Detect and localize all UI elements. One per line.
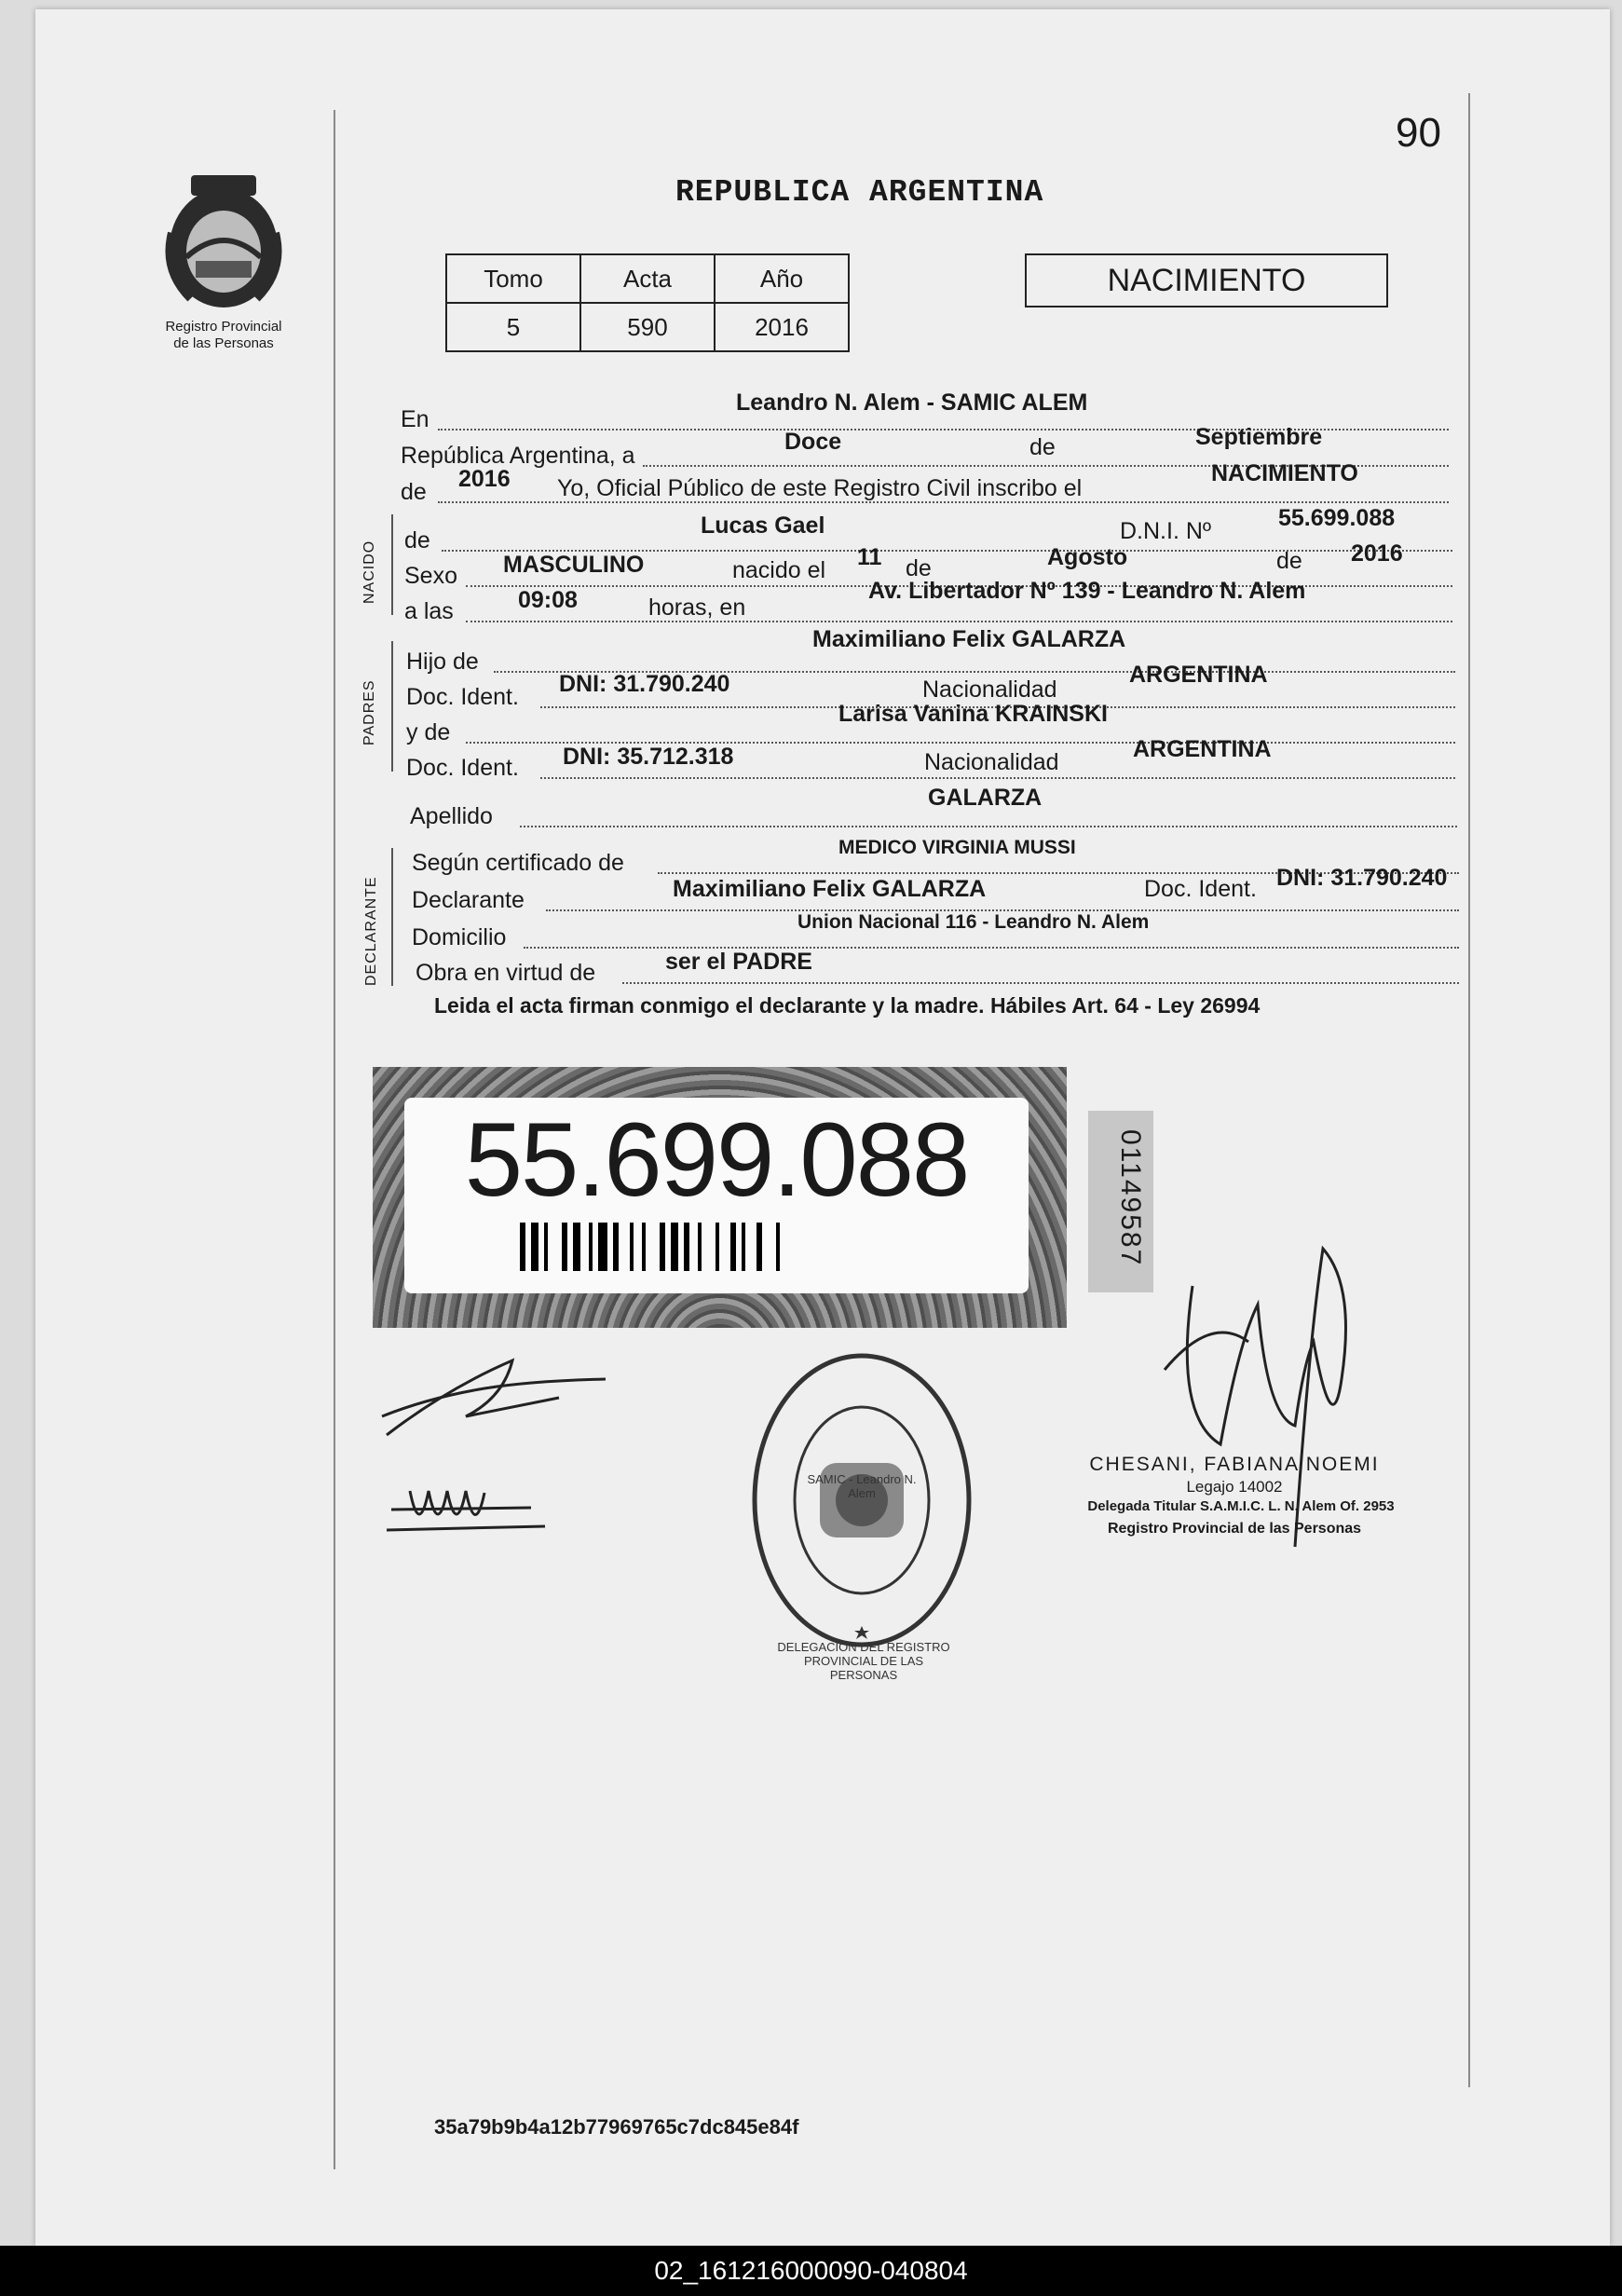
- domicilio-value: Union Nacional 116 - Leandro N. Alem: [797, 911, 1150, 933]
- barcode-bar: [646, 1223, 660, 1271]
- apellido-value: GALARZA: [928, 785, 1043, 811]
- declarante-doc-label: Doc. Ident.: [1144, 876, 1257, 902]
- anio-header: Año: [715, 254, 849, 303]
- anio-value: 2016: [715, 303, 849, 351]
- tomo-value: 5: [446, 303, 580, 351]
- seal-inner-text: SAMIC - Leandro N. Alem: [807, 1472, 917, 1500]
- child-dni: 55.699.088: [1278, 505, 1396, 531]
- dni-label: D.N.I. Nº: [1120, 518, 1212, 544]
- cert-label: Según certificado de: [412, 850, 624, 876]
- issuer-caption: [130, 319, 317, 352]
- sexo-label: Sexo: [404, 563, 457, 589]
- issuer-caption-line1: Registro Provincial: [165, 319, 282, 335]
- acta-header: Acta: [580, 254, 715, 303]
- statement-text: Yo, Oficial Público de este Registro Civil inscribo el: [557, 475, 1083, 501]
- de-label: de: [1029, 434, 1056, 460]
- mother-signature-icon: [382, 1472, 550, 1556]
- nacido-el-label: nacido el: [732, 557, 826, 583]
- year-value: 2016: [458, 466, 511, 492]
- barcode-bar: [745, 1223, 756, 1271]
- obra-value: ser el PADRE: [665, 949, 812, 975]
- doc-label: Doc. Ident.: [406, 684, 519, 710]
- officer-legajo: Legajo 14002: [1186, 1478, 1283, 1496]
- right-margin-rule: [1468, 93, 1470, 2087]
- barcode-number: 55.699.088: [464, 1101, 969, 1218]
- left-margin-rule: [334, 110, 335, 2169]
- de-label: de: [1276, 548, 1302, 574]
- seal-ring-text: DELEGACION DEL REGISTRO PROVINCIAL DE LAS PERSONAS: [777, 1640, 950, 1682]
- barcode-bar: [531, 1223, 538, 1271]
- declarante-name: Maximiliano Felix GALARZA: [673, 876, 987, 902]
- barcode-bar: [689, 1223, 698, 1271]
- officer-org: Registro Provincial de las Personas: [1107, 1521, 1362, 1537]
- sexo-value: MASCULINO: [503, 552, 645, 578]
- doc-label: Doc. Ident.: [406, 755, 519, 781]
- page-number: 90: [1396, 110, 1441, 156]
- acta-value: 590: [580, 303, 715, 351]
- de-label: de: [906, 555, 932, 581]
- padre-nacionalidad: ARGENTINA: [1129, 662, 1268, 688]
- dotted-line: [466, 621, 1452, 622]
- de-label: de: [404, 527, 430, 554]
- barcode-bar: [598, 1223, 607, 1271]
- lugar-value: Av. Libertador Nº 139 - Leandro N. Alem: [868, 578, 1306, 604]
- nacido-bracket: [391, 514, 393, 615]
- a-las-label: a las: [404, 598, 454, 624]
- declarante-label: Declarante: [412, 887, 525, 913]
- obra-label: Obra en virtud de: [416, 960, 596, 986]
- de2-label: de: [401, 479, 427, 505]
- officer-name: CHESANI, FABIANA NOEMI: [1089, 1454, 1380, 1475]
- closing-statement: Leida el acta firman conmigo el declarante y la madre. Hábiles Art. 64 - Ley 26994: [434, 993, 1261, 1018]
- provincia-misiones-crest-icon: [154, 168, 293, 317]
- country-title: REPUBLICA ARGENTINA: [675, 175, 1044, 210]
- en-label: En: [401, 406, 429, 432]
- day-value: Doce: [784, 429, 842, 455]
- padres-bracket: [391, 641, 393, 772]
- barcode-bar: [619, 1223, 630, 1271]
- officer-title: Delegada Titular S.A.M.I.C. L. N. Alem Of. 2953: [1087, 1498, 1395, 1514]
- file-id: 02_161216000090-040804: [654, 2256, 968, 2285]
- y-de-label: y de: [406, 719, 451, 745]
- barcode-bar: [548, 1223, 562, 1271]
- declarante-doc: DNI: 31.790.240: [1276, 865, 1448, 891]
- madre-nacionalidad: ARGENTINA: [1133, 736, 1272, 762]
- barcode-bar: [573, 1223, 580, 1271]
- padre-doc: DNI: 31.790.240: [559, 671, 730, 697]
- serial-number: 01149587: [1115, 1129, 1146, 1267]
- barcode-bar: [780, 1223, 788, 1271]
- official-seal-icon: [745, 1346, 978, 1654]
- barcode-bar: [702, 1223, 716, 1271]
- issuer-caption-line2: de las Personas: [173, 335, 274, 351]
- padres-section-label: PADRES: [361, 679, 377, 745]
- month-value: Septiembre: [1195, 424, 1323, 450]
- register-table: [445, 253, 850, 352]
- barcode-bar: [762, 1223, 776, 1271]
- hora-value: 09:08: [518, 587, 578, 613]
- birth-year-value: 2016: [1351, 540, 1403, 567]
- place-value: Leandro N. Alem - SAMIC ALEM: [736, 390, 1088, 416]
- dotted-line: [540, 777, 1455, 779]
- barcode-bar: [580, 1223, 589, 1271]
- record-type-box: NACIMIENTO: [1025, 253, 1388, 308]
- barcode-bar: [719, 1223, 730, 1271]
- dotted-line: [524, 947, 1459, 949]
- dotted-line: [622, 982, 1459, 984]
- madre-doc: DNI: 35.712.318: [563, 744, 734, 770]
- cert-value: MEDICO VIRGINIA MUSSI: [838, 837, 1076, 858]
- declarant-signature-icon: [373, 1332, 615, 1454]
- tomo-header: Tomo: [446, 254, 580, 303]
- birth-day-value: 11: [857, 544, 882, 570]
- child-name: Lucas Gael: [701, 512, 825, 539]
- nacido-section-label: NACIDO: [361, 540, 377, 604]
- dotted-line: [520, 826, 1457, 827]
- document-hash: 35a79b9b4a12b77969765c7dc845e84f: [434, 2115, 799, 2139]
- barcode-bar: [634, 1223, 642, 1271]
- file-id-bar: [0, 2246, 1622, 2296]
- act-value: NACIMIENTO: [1211, 460, 1358, 486]
- nacionalidad-label: Nacionalidad: [922, 676, 1057, 703]
- republica-label: República Argentina, a: [401, 443, 635, 469]
- birth-month-value: Agosto: [1047, 544, 1128, 570]
- domicilio-label: Domicilio: [412, 924, 507, 950]
- hijo-de-label: Hijo de: [406, 649, 479, 675]
- apellido-label: Apellido: [410, 803, 493, 829]
- nacionalidad-label: Nacionalidad: [924, 749, 1059, 775]
- padre-name: Maximiliano Felix GALARZA: [812, 626, 1126, 652]
- madre-name: Larisa Vanina KRAINSKI: [838, 701, 1108, 727]
- horas-en-label: horas, en: [648, 594, 746, 621]
- declarante-bracket: [391, 848, 393, 986]
- declarante-section-label: DECLARANTE: [363, 876, 379, 986]
- barcode-bars: [520, 1223, 930, 1271]
- barcode-bar: [671, 1223, 678, 1271]
